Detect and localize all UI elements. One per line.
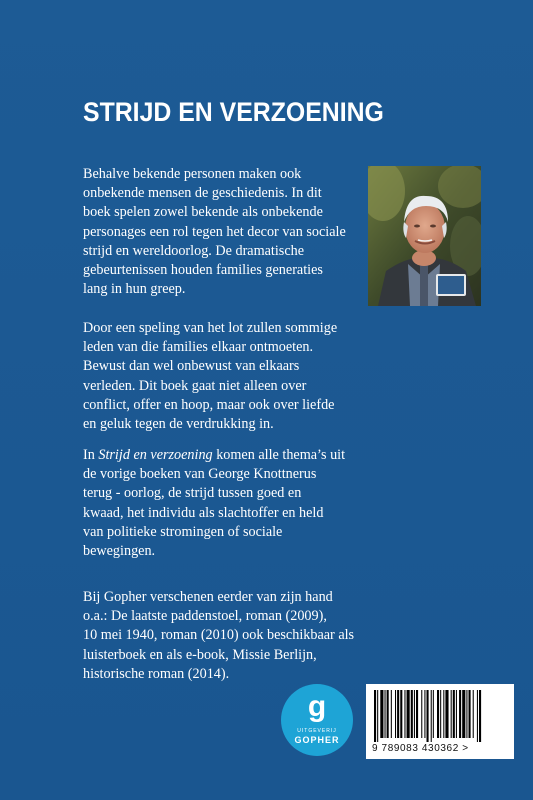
barcode-bar xyxy=(377,690,378,742)
barcode-bar xyxy=(433,690,434,738)
barcode-bar xyxy=(445,690,448,738)
text-rest: komen alle thema’s uit xyxy=(212,447,346,463)
book-title: STRIJD EN VERZOENING xyxy=(83,97,384,127)
barcode-bar xyxy=(411,690,413,738)
barcode-bar xyxy=(391,690,392,738)
barcode-bar xyxy=(462,690,465,738)
text-line: Bij Gopher verschenen eerder van zijn hand xyxy=(83,589,333,605)
text-line: boek spelen zowel bekende als onbekende xyxy=(83,204,323,221)
text-line: Door een speling van het lot zullen sommige xyxy=(83,320,338,336)
publisher-logo-letter: g xyxy=(307,690,327,723)
barcode-bar xyxy=(404,690,405,738)
text-line: leden van die families elkaar ontmoeten. xyxy=(83,339,314,356)
text-line: gebeurtenissen houden families generaties xyxy=(83,262,323,279)
barcode-bar xyxy=(414,690,415,738)
barcode-bar xyxy=(421,690,422,738)
barcode-bar xyxy=(397,690,399,738)
publisher-logo-small-text: UITGEVERIJ xyxy=(297,728,337,734)
barcode-bar xyxy=(437,690,439,738)
text-line: Bewust dan wel onbewust van elkaars xyxy=(83,358,300,375)
barcode-bar xyxy=(477,690,478,742)
barcode-bar xyxy=(427,690,429,742)
text-line: kwaad, het individu als slachtoffer en held xyxy=(83,504,324,521)
paragraph-1 xyxy=(83,165,355,299)
barcode-bar xyxy=(416,690,418,738)
author-photo-image xyxy=(368,166,481,306)
text-line: lang in hun greep. xyxy=(83,281,186,298)
barcode-bar xyxy=(473,690,474,738)
barcode-bar xyxy=(443,690,444,738)
text-line: onbekende mensen de geschiedenis. In dit xyxy=(83,185,322,202)
barcode-bars xyxy=(370,690,510,742)
italic-book-title: Strijd en verzoening xyxy=(98,447,213,463)
text-line: conflict, offer en hoop, maar ook over liefde xyxy=(83,396,335,413)
barcode-bar xyxy=(407,690,410,738)
barcode-bar xyxy=(395,690,396,738)
barcode-bar xyxy=(374,690,376,742)
text-line: Behalve bekende personen maken ook xyxy=(83,166,302,182)
text-line: de vorige boeken van George Knottnerus xyxy=(83,466,317,483)
text-line: personages een rol tegen het decor van sociale xyxy=(83,223,346,240)
text-line: 10 mei 1940, roman (2010) ook beschikbaar als xyxy=(83,627,355,644)
publisher-logo xyxy=(281,684,353,756)
text-line: strijd en wereldoorlog. De dramatische xyxy=(83,242,305,259)
text-line xyxy=(83,446,383,465)
barcode-bar xyxy=(451,690,452,738)
isbn-number: 9 789083 430362 > xyxy=(372,743,469,754)
barcode-bar xyxy=(466,690,467,738)
barcode-bar xyxy=(424,690,425,738)
barcode-bar xyxy=(380,690,383,738)
text-line: terug - oorlog, de strijd tussen goed en xyxy=(83,485,302,502)
barcode-bar xyxy=(479,690,481,742)
paragraph-3 xyxy=(83,446,383,561)
barcode-bar xyxy=(459,690,461,738)
barcode-bar xyxy=(469,690,471,738)
text-line: bewegingen. xyxy=(83,543,156,560)
barcode-bar xyxy=(400,690,402,738)
author-photo xyxy=(368,166,481,306)
barcode-bar xyxy=(385,690,386,738)
text-line: o.a.: De laatste paddenstoel, roman (2009), xyxy=(83,608,327,625)
text-line: van politieke stromingen of sociale xyxy=(83,523,283,540)
text-line: luisterboek en als e-book, Missie Berlijn, xyxy=(83,646,317,663)
barcode-bar xyxy=(387,690,389,738)
isbn-barcode xyxy=(366,684,514,759)
barcode-bar xyxy=(453,690,455,738)
text-line: historische roman (2014). xyxy=(83,665,230,682)
blurb xyxy=(83,165,363,682)
text-line: verleden. Dit boek gaat niet alleen over xyxy=(83,377,307,394)
text-lead: In xyxy=(83,447,99,463)
publisher-logo-name: GOPHER xyxy=(294,735,340,745)
barcode-bar xyxy=(440,690,441,738)
paragraph-2 xyxy=(83,319,383,434)
paragraph-4 xyxy=(83,588,383,684)
barcode-bar xyxy=(431,690,432,742)
text-line: en geluk tegen de verdrukking in. xyxy=(83,416,274,433)
barcode-bar xyxy=(456,690,457,738)
